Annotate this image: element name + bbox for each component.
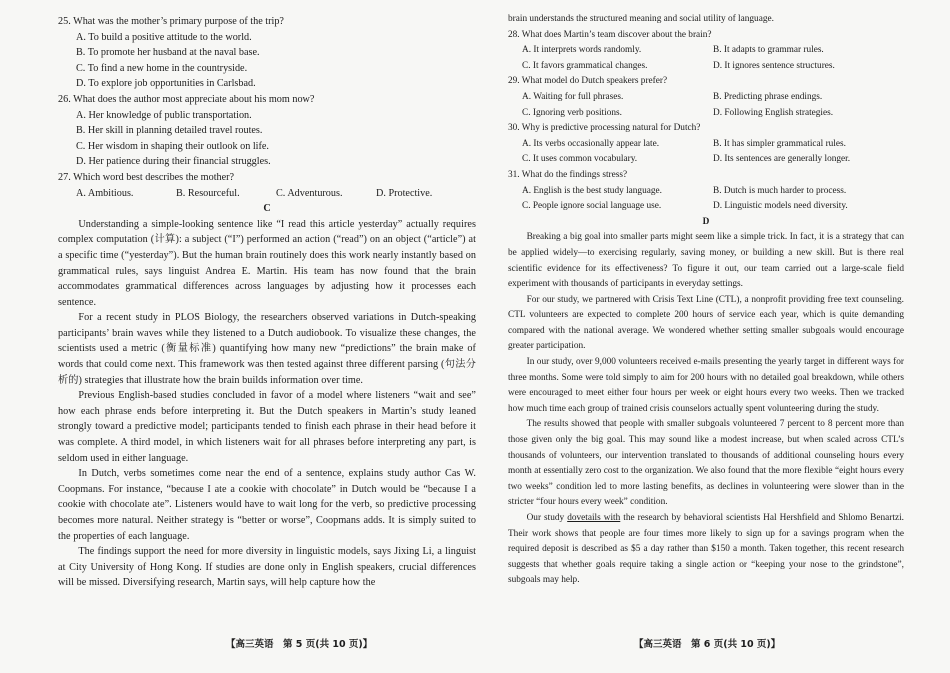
option: C. Ignoring verb positions. (522, 107, 622, 118)
paragraph: The findings support the need for more diversity in linguistic models, says Jixing Li, a linguist at City University of Hong Kong. If studies are done only in English speakers, crucial differences will be missed. Diversifying research, Martin says, will help capture how the (58, 546, 476, 589)
right-page (508, 12, 904, 589)
option-row (522, 199, 904, 215)
paragraph: Breaking a big goal into smaller parts might seem like a simple trick. In fact, it is a strategy that can be applied widely—to exercising regularly, saving money, or building a new skill. But is there real scientific evidence for its effectiveness? To figure it out, our team carried out a large-scale field experiment with thousands of participants in everyday settings. (508, 232, 904, 290)
option: B. Resourceful. (176, 187, 240, 199)
question-29 (508, 74, 904, 121)
paragraph: For our study, we partnered with Crisis Text Line (CTL), a nonprofit providing free text counseling. CTL volunteers are expected to complete 200 hours of service each year, which is quite demanding compared with the national average. We wondered whether setting smaller subgoals would encourage greater participation. (508, 294, 904, 352)
option: D. Following English strategies. (713, 107, 834, 118)
question-stem: 30. Why is predictive processing natural for Dutch? (508, 123, 701, 134)
left-page (58, 14, 476, 591)
text-run: the research by behavioral scientists Hal Hershfield and Shlomo Benartzi. Their work shows that people are four times more likely to sign up for a savings program when the required deposit is described as $5 a day rather than $150 a month. Taken together, this recent research suggests that whether goals require taking a single action or “keeping your nose to the grindstone”, subgoals may help. (508, 513, 904, 586)
option: D. Her patience during their financial struggles. (76, 156, 271, 168)
question-stem: 31. What do the findings stress? (508, 169, 628, 180)
option: A. Its verbs occasionally appear late. (522, 138, 660, 149)
question-26 (58, 92, 476, 170)
option: C. People ignore social language use. (522, 201, 662, 212)
option: B. Dutch is much harder to process. (713, 185, 847, 196)
paragraph: In Dutch, verbs sometimes come near the end of a sentence, explains study author Cas W. Coopmans. For instance, “because I ate a cookie with chocolate” in Dutch would be “because I a cookie with chocolate ate”. Listeners would have to wait long for the verb, so predictive processing becomes more natural. Neither strategy is “better or worse”, Coopmans adds. It is simply suited to the properties of each language. (58, 468, 476, 542)
paragraph: Understanding a simple-looking sentence like “I read this article yesterday” actually requires complex computation (计算): a subject (“I”) performed an action (“read”) on an object (“article”) at a specific time (“yesterday”). But the human brain routinely does this work nearly instantly based on grammatical rules, says linguist Andrea E. Martin. His team has now found that the brain accommodates grammatical differences across languages by adjusting how it processes each sentence. (58, 218, 476, 308)
option: C. Adventurous. (276, 187, 343, 199)
option-row (522, 43, 904, 59)
option-row (522, 106, 904, 122)
option: D. To explore job opportunities in Carlsbad. (76, 78, 256, 90)
option: C. To find a new home in the countryside. (76, 62, 248, 74)
carryover-text: brain understands the structured meaning and social utility of language. (508, 14, 774, 24)
section-heading-d: D (702, 216, 710, 227)
option: C. It favors grammatical changes. (522, 60, 648, 71)
paragraph: Previous English-based studies concluded in favor of a model where listeners “wait and see” how each phrase ends before interpreting it. But the Dutch speakers in Martin’s study leaned strongly toward a predictive model; participants tended to finish each phrase in their head before it was complete. A third model, in which listeners wait for all phrases before interpreting any part, is seldom used in either language. (58, 390, 476, 464)
option-row (522, 59, 904, 75)
question-stem: 25. What was the mother’s primary purpose of the trip? (58, 16, 284, 27)
option-row (76, 186, 476, 202)
option: A. It interprets words randomly. (522, 45, 642, 56)
paragraph: In our study, over 9,000 volunteers received e-mails presenting the yearly target in different ways for three months. Some were told simply to aim for 200 hours with no detailed goal breakdown, while others were encouraged to meet either four hours per week or eight hours every two weeks. Then we tracked how much time each group of trained crisis counselors actually spent volunteering during the study. (508, 357, 904, 414)
underlined-phrase: dovetails with (567, 513, 621, 523)
question-31 (508, 168, 904, 215)
option: B. To promote her husband at the naval base. (76, 47, 260, 59)
option: C. It uses common vocabulary. (522, 154, 638, 165)
option: A. English is the best study language. (522, 185, 662, 196)
option: C. Her wisdom in shaping their outlook on life. (76, 140, 269, 152)
section-heading-c: C (263, 203, 271, 215)
question-stem: 28. What does Martin’s team discover about the brain? (508, 29, 712, 40)
question-30 (508, 121, 904, 168)
paragraph: The results showed that people with smaller subgoals volunteered 7 percent to 8 percent more than those given only the big goal. This may sound like a modest increase, but when scaled across CTL’s thousands of volunteers, our intervention translated to thousands of additional counseling hours every month at essentially zero cost to the organization. We also found that the more flexible “eight hours every two weeks” condition led to more lasting benefits, as declines in volunteering were slower than in the stricter “four hours every week” condition. (508, 419, 904, 508)
question-28 (508, 28, 904, 75)
option: D. Linguistic models need diversity. (713, 201, 848, 212)
option: B. It has simpler grammatical rules. (713, 138, 846, 149)
text-run: Our study (526, 513, 568, 523)
option: D. It ignores sentence structures. (713, 60, 835, 71)
option-row (522, 152, 904, 168)
question-stem: 27. Which word best describes the mother? (58, 171, 235, 183)
option: A. To build a positive attitude to the world. (76, 31, 252, 43)
option: A. Her knowledge of public transportation. (76, 109, 252, 121)
question-stem: 26. What does the author most appreciate about his mom now? (58, 93, 315, 105)
question-27 (58, 170, 476, 201)
option: B. Her skill in planning detailed travel routes. (76, 125, 263, 137)
question-25 (58, 14, 476, 92)
page-footer-6: 【高三英语 第 6 页(共 10 页)】 (634, 639, 781, 650)
option: B. It adapts to grammar rules. (713, 45, 824, 56)
option: D. Its sentences are generally longer. (713, 154, 851, 165)
option: D. Protective. (376, 187, 433, 199)
option: A. Ambitious. (76, 187, 134, 199)
option-row (522, 90, 904, 106)
option-row (522, 184, 904, 200)
question-stem: 29. What model do Dutch speakers prefer? (508, 76, 668, 87)
option-row (522, 137, 904, 153)
page-footer-5: 【高三英语 第 5 页(共 10 页)】 (226, 639, 373, 650)
paragraph: For a recent study in PLOS Biology, the researchers observed variations in Dutch-speaking participants’ brain waves while they listened to a Dutch audiobook. To visualize these changes, the scientists used a metric (衡量标准) quantifying how many new “predictions” the brain make of words that could come next. This framework was then tested against three different parsing (句法分析的) strategies that illustrate how the brain builds information over time. (58, 312, 476, 386)
paragraph-last (508, 511, 904, 589)
option: A. Waiting for full phrases. (522, 91, 624, 102)
option: B. Predicting phrase endings. (713, 91, 823, 102)
